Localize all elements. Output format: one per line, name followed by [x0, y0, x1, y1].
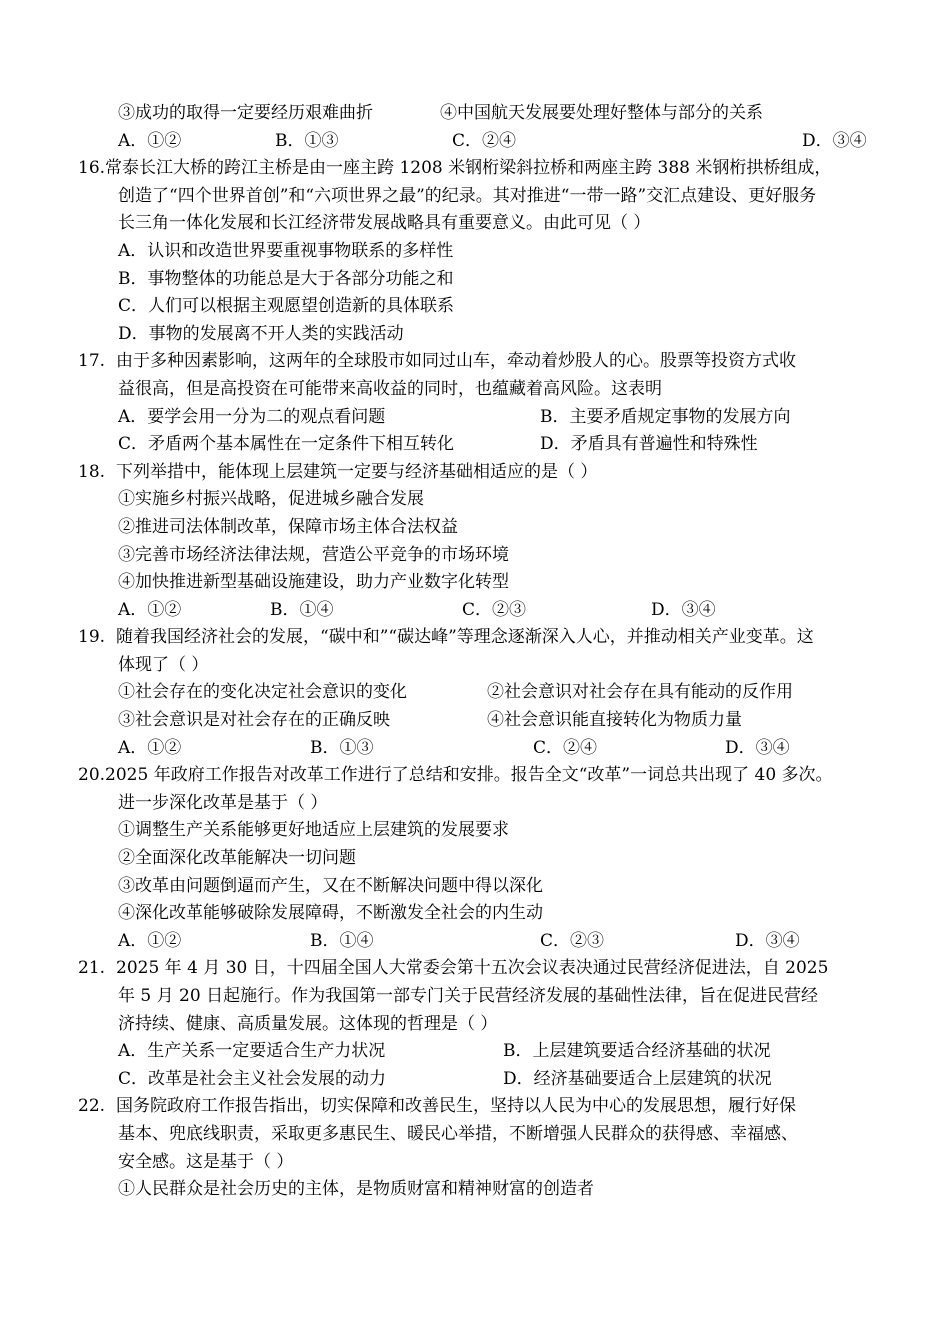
- q16-option-d: D．事物的发展离不开人类的实践活动: [118, 323, 404, 344]
- q20-statement-2: ②全面深化改革能解决一切问题: [118, 848, 356, 869]
- q15-option-c: C．②④: [452, 130, 517, 151]
- q22-stem-text-1: 国务院政府工作报告指出，切实保障和改善民生，坚持以人民为中心的发展思想，履行好保: [116, 1096, 796, 1117]
- q22-statement-1: ①人民群众是社会历史的主体，是物质财富和精神财富的创造者: [118, 1179, 594, 1200]
- q21-option-a: A．生产关系一定要适合生产力状况: [118, 1041, 386, 1062]
- q19-statement-3: ③社会意识是对社会存在的正确反映: [118, 710, 390, 731]
- q20-options: [0, 928, 950, 956]
- q17-option-a: A．要学会用一分为二的观点看问题: [118, 406, 386, 427]
- q18-options: [0, 597, 950, 625]
- q19-option-c: C．②④: [533, 737, 598, 758]
- q19-statement-4: ④社会意识能直接转化为物质力量: [487, 710, 742, 731]
- q21-options-row-2: [0, 1066, 950, 1094]
- q22-number: 22.: [78, 1096, 106, 1117]
- q17-stem-line-1: [0, 348, 950, 376]
- q15-statement-3: ③成功的取得一定要经历艰难曲折: [118, 103, 373, 123]
- q21-option-d: D．经济基础要适合上层建筑的状况: [503, 1068, 772, 1089]
- q21-stem-line-1: [0, 955, 950, 983]
- exam-page: [0, 100, 950, 1204]
- q18-stem-line-1: [0, 459, 950, 487]
- q16-stem-line-3: 长三角一体化发展和长江经济带发展战略具有重要意义。由此可见（ ）: [118, 213, 651, 234]
- q19-stem-line-2: 体现了（ ）: [118, 654, 209, 675]
- q18-option-d: D．③④: [651, 599, 716, 620]
- q17-number: 17.: [78, 351, 106, 372]
- q19-option-d: D．③④: [725, 737, 790, 758]
- q19-statement-1: ①社会存在的变化决定社会意识的变化: [118, 682, 407, 703]
- q21-option-b: B．上层建筑要适合经济基础的状况: [503, 1041, 771, 1062]
- q18-statement-2: ②推进司法体制改革，保障市场主体合法权益: [118, 516, 458, 537]
- q20-statement-1: ①调整生产关系能够更好地适应上层建筑的发展要求: [118, 820, 509, 841]
- q17-option-b: B．主要矛盾规定事物的发展方向: [540, 406, 791, 427]
- q19-option-b: B．①③: [310, 737, 374, 758]
- q20-stem-line-1: [0, 762, 950, 790]
- q21-options-row-1: [0, 1038, 950, 1066]
- q20-option-b: B．①④: [310, 930, 374, 951]
- q19-statements-row-2: [0, 707, 950, 735]
- q15-option-a: A．①②: [118, 130, 182, 151]
- q16-option-a: A．认识和改造世界要重视事物联系的多样性: [118, 240, 454, 261]
- q16-stem-text-1: 常泰长江大桥的跨江主桥是由一座主跨 1208 米钢桁梁斜拉桥和两座主跨 388 米钢桁拱桥组成，: [105, 158, 832, 179]
- q15-statement-4: ④中国航天发展要处理好整体与部分的关系: [440, 103, 763, 123]
- q19-stem-text-1: 随着我国经济社会的发展，“碳中和”“碳达峰”等理念逐渐深入人心，并推动相关产业变革。这: [116, 627, 814, 648]
- q21-stem-line-2: 年 5 月 20 日起施行。作为我国第一部专门关于民营经济发展的基础性法律，旨在促进民营经: [118, 986, 819, 1006]
- q20-option-d: D．③④: [735, 930, 800, 951]
- q21-number: 21.: [78, 958, 106, 979]
- q20-statement-3: ③改革由问题倒逼而产生，又在不断解决问题中得以深化: [118, 875, 543, 896]
- q19-option-a: A．①②: [118, 737, 182, 758]
- q16-option-c: C．人们可以根据主观愿望创造新的具体联系: [118, 296, 455, 317]
- q19-number: 19.: [78, 627, 106, 648]
- q17-options-row-2: [0, 431, 950, 459]
- q18-statement-4: ④加快推进新型基础设施建设，助力产业数字化转型: [118, 572, 509, 593]
- q21-option-c: C．改革是社会主义社会发展的动力: [118, 1068, 387, 1089]
- q15-option-d: D．③④: [802, 130, 867, 151]
- q19-options: [0, 735, 950, 763]
- q18-option-a: A．①②: [118, 599, 182, 620]
- q18-statement-3: ③完善市场经济法律法规，营造公平竞争的市场环境: [118, 544, 509, 565]
- q21-stem-line-3: 济持续、健康、高质量发展。这体现的哲理是（ ）: [118, 1013, 498, 1034]
- q18-stem-text-1: 下列举措中，能体现上层建筑一定要与经济基础相适应的是（ ）: [116, 461, 598, 482]
- q22-stem-line-1: [0, 1093, 950, 1121]
- q17-option-d: D．矛盾具有普遍性和特殊性: [540, 434, 758, 455]
- q15-statements-row: [0, 100, 950, 128]
- q16-stem-line-2: 创造了“四个世界首创”和“六项世界之最”的纪录。其对推进“一带一路”交汇点建设、更好服务: [118, 185, 817, 206]
- q22-stem-line-3: 安全感。这是基于（ ）: [118, 1151, 294, 1172]
- q20-stem-line-2: 进一步深化改革是基于（ ）: [118, 792, 328, 813]
- q18-number: 18.: [78, 461, 106, 482]
- q18-option-c: C．②③: [462, 599, 527, 620]
- q19-statement-2: ②社会意识对社会存在具有能动的反作用: [487, 682, 793, 703]
- q16-stem-line-1: [0, 155, 950, 183]
- q21-stem-text-1: 2025 年 4 月 30 日，十四届全国人大常委会第十五次会议表决通过民营经济促进法，自 2025: [116, 958, 829, 979]
- q19-stem-line-1: [0, 624, 950, 652]
- q16-number: 16.: [78, 158, 106, 179]
- q18-option-b: B．①④: [270, 599, 334, 620]
- q19-statements-row-1: [0, 679, 950, 707]
- q20-stem-text-1: 2025 年政府工作报告对改革工作进行了总结和安排。报告全文“改革”一词总共出现了 40 多次。: [105, 765, 833, 786]
- q16-option-b: B．事物整体的功能总是大于各部分功能之和: [118, 268, 454, 289]
- q18-statement-1: ①实施乡村振兴战略，促进城乡融合发展: [118, 489, 424, 510]
- q20-option-a: A．①②: [118, 930, 182, 951]
- q17-stem-text-1: 由于多种因素影响，这两年的全球股市如同过山车，牵动着炒股人的心。股票等投资方式收: [116, 351, 796, 372]
- q20-number: 20.: [78, 765, 106, 786]
- q20-option-c: C．②③: [540, 930, 605, 951]
- q17-option-c: C．矛盾两个基本属性在一定条件下相互转化: [118, 434, 455, 455]
- q20-statement-4: ④深化改革能够破除发展障碍，不断激发全社会的内生动: [118, 903, 543, 924]
- q15-option-b: B．①③: [275, 130, 339, 151]
- q15-options: [0, 128, 950, 156]
- q17-options-row-1: [0, 404, 950, 432]
- q22-stem-line-2: 基本、兜底线职责，采取更多惠民生、暖民心举措，不断增强人民群众的获得感、幸福感、: [118, 1123, 798, 1144]
- q17-stem-line-2: 益很高，但是高投资在可能带来高收益的同时，也蕴藏着高风险。这表明: [118, 378, 662, 399]
